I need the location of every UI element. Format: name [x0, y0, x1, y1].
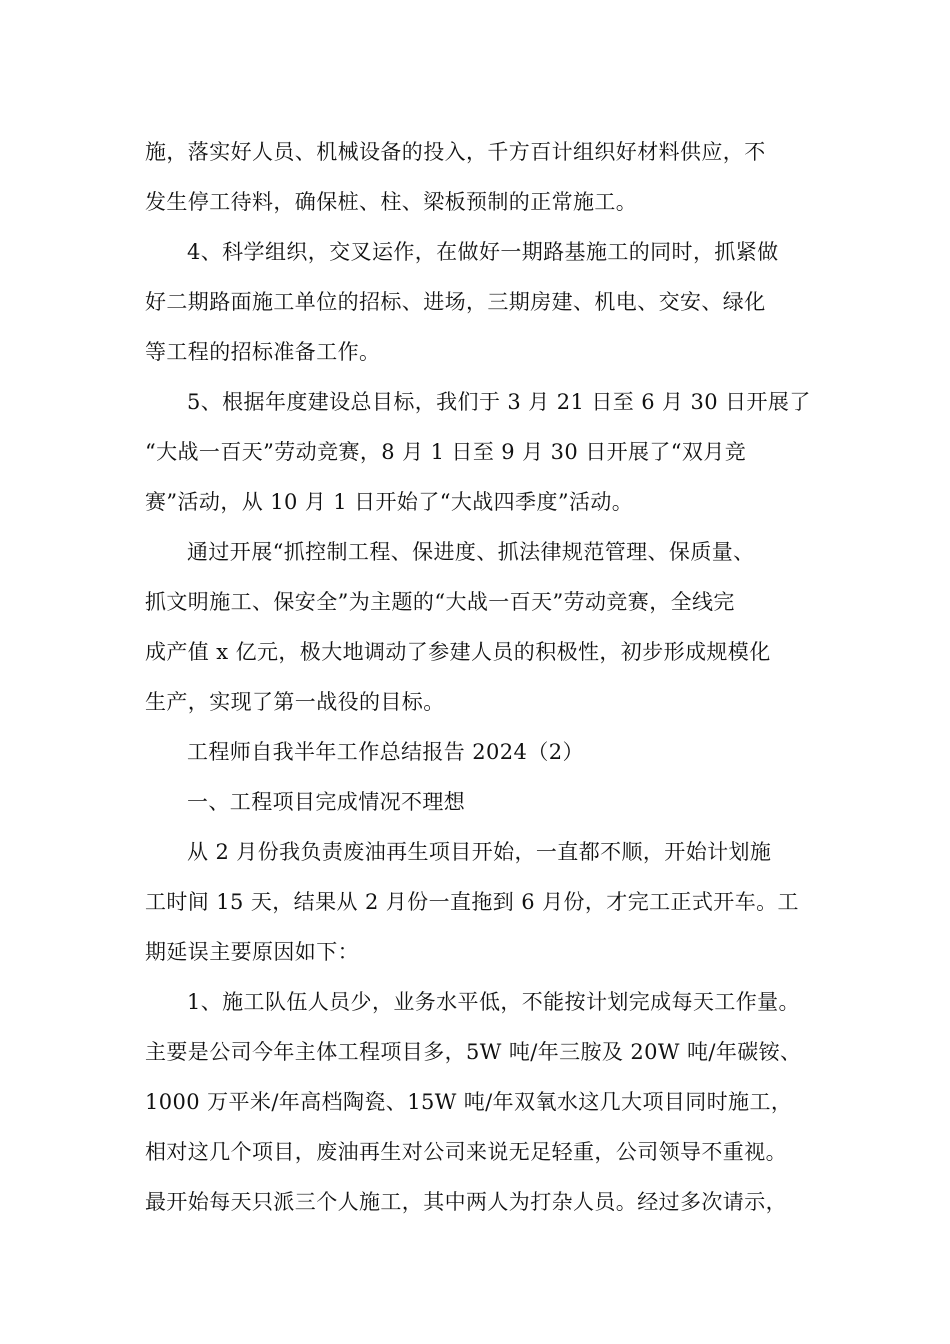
text-line: 相对这几个项目，废油再生对公司来说无足轻重，公司领导不重视。	[145, 1140, 787, 1164]
text-line: 施，落实好人员、机械设备的投入，千方百计组织好材料供应，不	[145, 140, 766, 164]
text-line: 发生停工待料，确保桩、柱、梁板预制的正常施工。	[145, 190, 638, 214]
text-line: 成产值 x 亿元，极大地调动了参建人员的积极性，初步形成规模化	[145, 640, 771, 664]
text-line: 5、根据年度建设总目标，我们于 3 月 21 日至 6 月 30 日开展了	[187, 390, 811, 414]
text-line: 好二期路面施工单位的招标、进场，三期房建、机电、交安、绿化	[145, 290, 766, 314]
paragraph	[145, 977, 810, 1227]
text-line: 1、施工队伍人员少，业务水平低，不能按计划完成每天工作量。	[187, 990, 800, 1014]
text-line: 1000 万平米/年高档陶瓷、15W 吨/年双氧水这几大项目同时施工，	[145, 1090, 793, 1114]
paragraph	[145, 777, 810, 827]
text-line: 一、工程项目完成情况不理想	[187, 790, 466, 814]
paragraph	[145, 727, 810, 777]
paragraph	[145, 377, 810, 527]
text-line: 主要是公司今年主体工程项目多，5W 吨/年三胺及 20W 吨/年碳铵、	[145, 1040, 802, 1064]
text-line: “大战一百天”劳动竞赛，8 月 1 日至 9 月 30 日开展了“双月竞	[145, 440, 747, 464]
document-body	[145, 127, 810, 1227]
paragraph	[145, 227, 810, 377]
paragraph	[145, 527, 810, 727]
text-line: 期延误主要原因如下：	[145, 940, 359, 964]
text-line: 生产，实现了第一战役的目标。	[145, 690, 445, 714]
text-line: 抓文明施工、保安全”为主题的“大战一百天”劳动竞赛，全线完	[145, 590, 735, 614]
text-line: 工时间 15 天，结果从 2 月份一直拖到 6 月份，才完工正式开车。工	[145, 890, 799, 914]
text-line: 赛”活动，从 10 月 1 日开始了“大战四季度”活动。	[145, 490, 634, 514]
text-line: 工程师自我半年工作总结报告 2024（2）	[187, 740, 584, 764]
paragraph	[145, 827, 810, 977]
text-line: 等工程的招标准备工作。	[145, 340, 381, 364]
paragraph	[145, 127, 810, 227]
text-line: 最开始每天只派三个人施工，其中两人为打杂人员。经过多次请示，	[145, 1190, 787, 1214]
text-line: 通过开展“抓控制工程、保进度、抓法律规范管理、保质量、	[187, 540, 755, 564]
text-line: 4、科学组织，交叉运作，在做好一期路基施工的同时，抓紧做	[187, 240, 779, 264]
text-line: 从 2 月份我负责废油再生项目开始，一直都不顺，开始计划施	[187, 840, 772, 864]
